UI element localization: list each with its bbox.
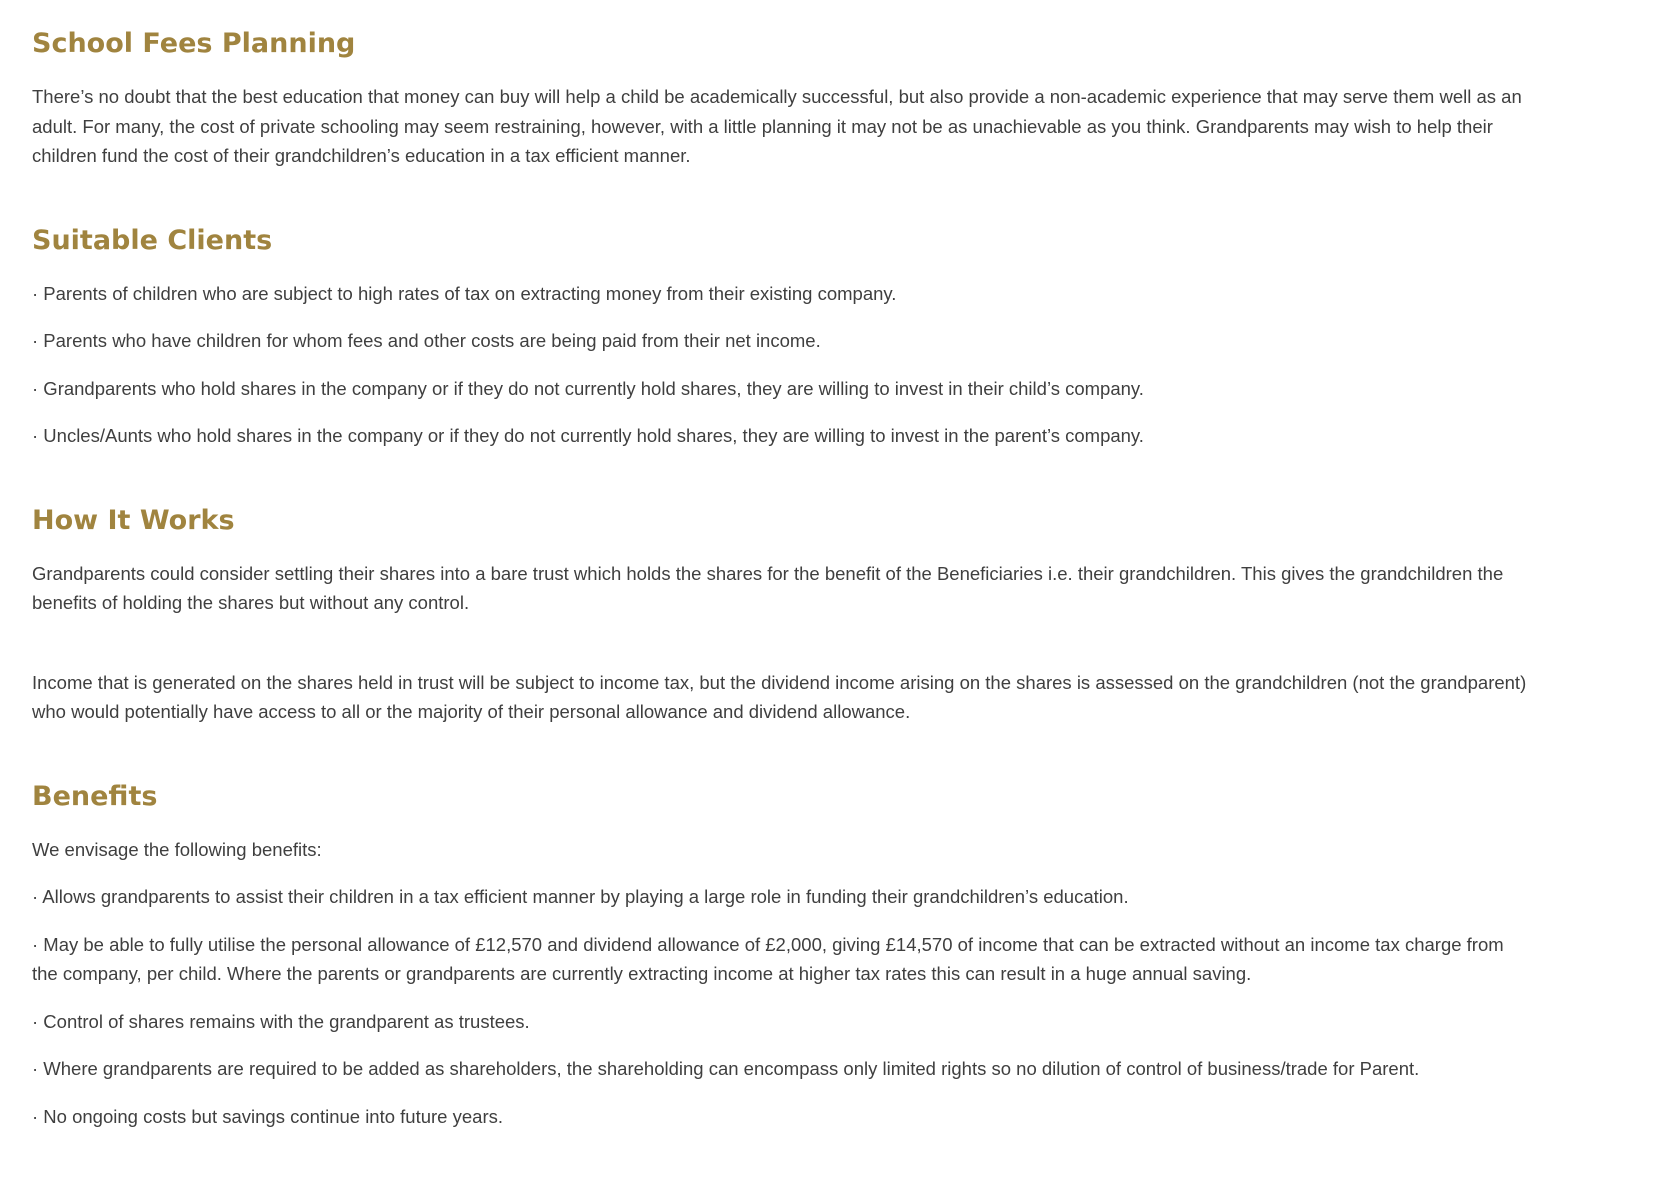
bullet-item: · Grandparents who hold shares in the company or if they do not currently hold shares, they are willing to invest in their child’s company.: [32, 377, 1144, 399]
intro-paragraph: There’s no doubt that the best education that money can buy will help a child be academically successful, but also provide a non-academic experience that may serve them well as an adult. For many, the cost of private schooling may seem restraining, however, with a little planning it may not be as unachievable as you think. Grandparents may wish to help their children fund the cost of their grandchildren’s education in a tax efficient manner.: [32, 86, 1522, 166]
bullet-item: · Where grandparents are required to be added as shareholders, the shareholding can encompass only limited rights so no dilution of control of business/trade for Parent.: [32, 1058, 1420, 1079]
bullet-item: · Uncles/Aunts who hold shares in the company or if they do not currently hold shares, they are willing to invest in the parent’s company.: [32, 425, 1144, 446]
section-suitable-clients: [32, 221, 1532, 451]
section-heading: Benefits: [32, 780, 158, 812]
section-how-it-works: [32, 501, 1532, 727]
body-paragraph: Income that is generated on the shares held in trust will be subject to income tax, but the dividend income arising on the shares is assessed on the grandchildren (not the grandparent) who would potentially have access to all or the majority of their personal allowance and dividend allowance.: [32, 671, 1527, 722]
bullet-item: · Allows grandparents to assist their children in a tax efficient manner by playing a large role in funding their grandchildren’s education.: [32, 886, 1129, 907]
section-school-fees-planning: [32, 24, 1532, 171]
section-heading: School Fees Planning: [32, 28, 356, 59]
body-paragraph: We envisage the following benefits:: [32, 838, 322, 860]
section-heading: How It Works: [32, 504, 235, 536]
article-content: [32, 24, 1532, 1131]
bullet-item: · May be able to fully utilise the personal allowance of £12,570 and dividend allowance of £2,000, giving £14,570 of income that can be extracted without an income tax charge from the company, per child. Where the parents or grandparents are currently extracting income at higher tax rates this can result in a huge annual saving.: [32, 933, 1504, 984]
bullet-item: · No ongoing costs but savings continue into future years.: [32, 1105, 503, 1127]
section-heading: Suitable Clients: [32, 224, 273, 256]
bullet-item: · Control of shares remains with the grandparent as trustees.: [32, 1010, 530, 1032]
bullet-item: · Parents who have children for whom fees and other costs are being paid from their net income.: [32, 330, 821, 351]
bullet-item: · Parents of children who are subject to high rates of tax on extracting money from their existing company.: [32, 282, 897, 304]
body-paragraph: Grandparents could consider settling their shares into a bare trust which holds the shares for the benefit of the Beneficiaries i.e. their grandchildren. This gives the grandchildren the benefits of holding the shares but without any control.: [32, 562, 1504, 613]
section-benefits: [32, 777, 1532, 1132]
